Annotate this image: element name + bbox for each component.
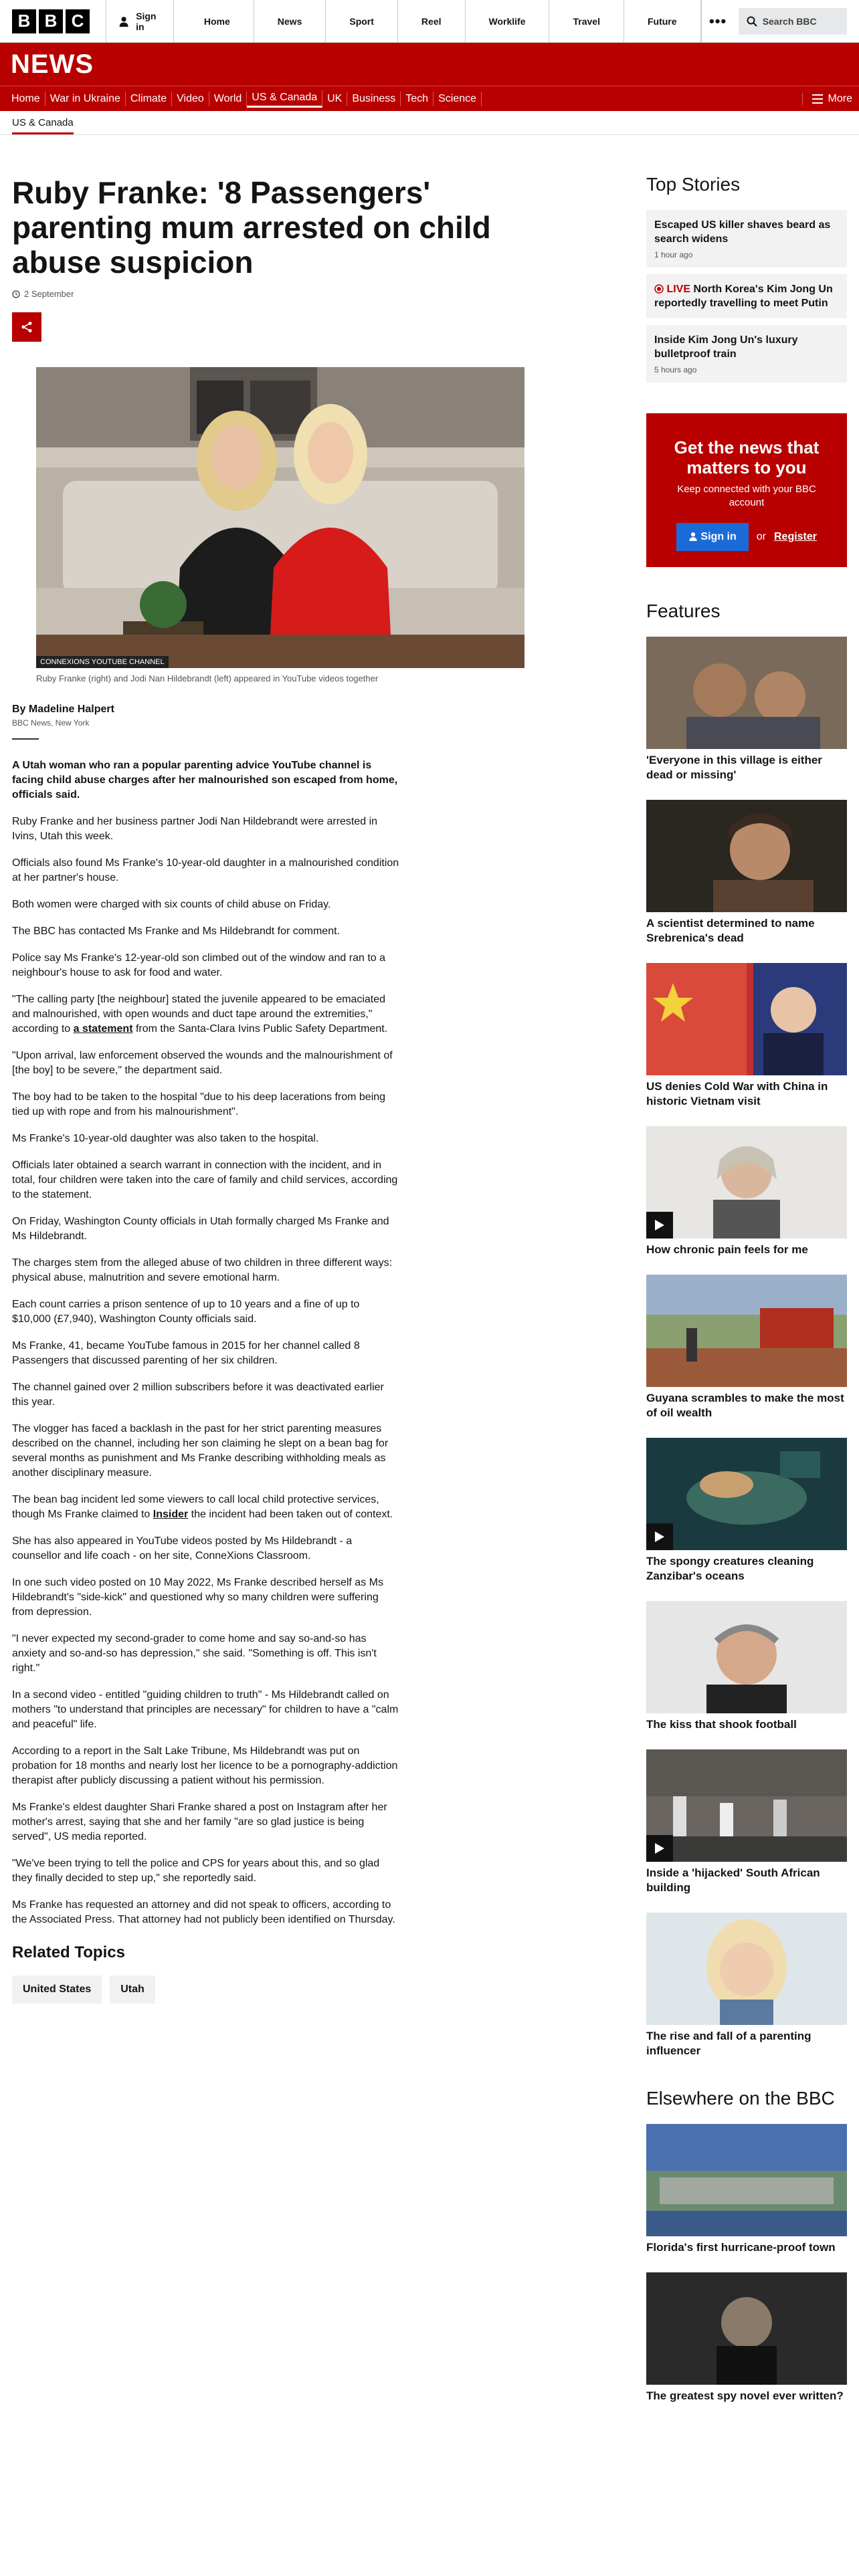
feature-card[interactable] <box>646 1126 847 1260</box>
promo-or: or <box>756 531 766 542</box>
story-time: 5 hours ago <box>654 365 697 374</box>
secnav-home[interactable]: Home <box>7 92 45 106</box>
secnav-uk[interactable]: UK <box>322 92 347 106</box>
news-title[interactable]: NEWS <box>11 49 94 79</box>
paragraph: The boy had to be taken to the hospital "due to his deep lacerations from being tied up with rope and from his malnourishment". <box>12 1091 386 1117</box>
subnav-us-canada[interactable]: US & Canada <box>12 117 74 134</box>
user-icon <box>118 15 129 28</box>
story-title-wrap <box>654 282 839 310</box>
text-run: "The calling party [the neighbour] stated the juvenile appeared to be emaciated and malnourished, with open wounds and duct tape around the extremities," according to <box>12 994 386 1035</box>
related-topics <box>12 1943 566 2004</box>
feature-image <box>646 800 847 912</box>
paragraph: Police say Ms Franke's 12-year-old son climbed out of the window and ran to a neighbour's house to ask for food and water. <box>12 952 385 978</box>
paragraph <box>12 992 400 1037</box>
sign-in-label: Sign in <box>136 10 157 32</box>
text-run: The bean bag incident led some viewers to call local child protective services, though Ms Franke claimed to <box>12 1494 379 1520</box>
feature-image <box>646 1601 847 1713</box>
search-icon <box>747 16 757 27</box>
feature-caption: 'Everyone in this village is either dead or missing' <box>646 754 822 781</box>
paragraph: She has also appeared in YouTube videos posted by Ms Hildebrandt - a counsellor and life coach - on her site, ConneXions Classroom. <box>12 1535 353 1562</box>
feature-card[interactable] <box>646 963 847 1111</box>
paragraph: Ms Franke, 41, became YouTube famous in 2015 for her channel called 8 Passengers that discussed parenting of her six children. <box>12 1340 360 1366</box>
play-icon[interactable] <box>646 1212 673 1239</box>
promo-sub: Keep connected with your BBC account <box>677 484 816 508</box>
promo-heading: Get the news that matters to you <box>674 437 820 477</box>
top-story[interactable] <box>646 210 847 267</box>
divider <box>12 738 39 740</box>
sidebar <box>646 135 847 2421</box>
section-nav <box>0 86 859 111</box>
sub-nav <box>0 111 859 135</box>
paragraph: "I never expected my second-grader to come home and say so-and-so has anxiety and so-and-so has depression," she said. "Something is off. This isn't right." <box>12 1633 377 1674</box>
paragraph: Officials also found Ms Franke's 10-year-old daughter in a malnourished condition at her partner's house. <box>12 857 399 883</box>
paragraph: The BBC has contacted Ms Franke and Ms Hildebrandt for comment. <box>12 926 340 937</box>
elsewhere-card[interactable] <box>646 2272 847 2406</box>
feature-image <box>646 1438 847 1550</box>
image-credit: CONNEXIONS YOUTUBE CHANNEL <box>36 656 169 668</box>
share-icon <box>21 321 33 333</box>
feature-caption: How chronic pain feels for me <box>646 1243 808 1256</box>
feature-caption: US denies Cold War with China in historic Vietnam visit <box>646 1080 828 1107</box>
paragraph: In a second video - entitled "guiding children to truth" - Ms Hildebrandt called on mothers "to understand that principles are necessary" for children to have a "calm and peaceful" life. <box>12 1689 399 1730</box>
story-title: Escaped US killer shaves beard as search widens <box>654 219 831 245</box>
feature-card[interactable] <box>646 1749 847 1898</box>
elsewhere-section <box>646 2088 847 2406</box>
story-title: Inside Kim Jong Un's luxury bulletproof train <box>654 334 798 360</box>
search-placeholder: Search BBC <box>762 15 817 27</box>
account-promo <box>646 413 847 567</box>
paragraph: Officials later obtained a search warrant in connection with the incident, and in total, four children were taken into the care of family and child services, according to the statement. <box>12 1160 398 1200</box>
elsewhere-image <box>646 2272 847 2385</box>
more-menu-button[interactable]: ••• <box>701 0 735 43</box>
feature-caption: The spongy creatures cleaning Zanzibar's oceans <box>646 1555 814 1582</box>
article-date <box>12 289 566 299</box>
paragraph <box>12 1493 400 1522</box>
more-sections-button[interactable] <box>802 93 852 105</box>
secnav-war-in-ukraine[interactable]: War in Ukraine <box>45 92 126 106</box>
text-run: the incident had been taken out of context. <box>188 1509 393 1520</box>
insider-link[interactable]: Insider <box>153 1509 189 1520</box>
paragraph: The channel gained over 2 million subscribers before it was deactivated earlier this year. <box>12 1382 384 1408</box>
paragraph: The vlogger has faced a backlash in the past for her strict parenting measures described on the channel, including her son claiming he slept on a bean bag for several months as punishment and Ms Franke describing withholding meals as another disciplinary measure. <box>12 1423 389 1479</box>
topnav-worklife[interactable]: Worklife <box>466 0 550 43</box>
news-banner <box>0 43 859 86</box>
top-story[interactable] <box>646 274 847 318</box>
paragraph: On Friday, Washington County officials in Utah formally charged Ms Franke and Ms Hildebrandt. <box>12 1216 389 1242</box>
logo-letter: B <box>39 9 63 33</box>
feature-caption: A scientist determined to name Srebrenica's dead <box>646 917 815 944</box>
image-caption: Ruby Franke (right) and Jodi Nan Hildebrandt (left) appeared in YouTube videos together <box>36 673 379 683</box>
topnav-home[interactable]: Home <box>181 0 254 43</box>
text-run: from the Santa-Clara Ivins Public Safety Department. <box>132 1023 388 1035</box>
feature-image <box>646 1749 847 1862</box>
story-title: North Korea's Kim Jong Un reportedly travelling to meet Putin <box>654 284 833 309</box>
feature-card[interactable] <box>646 1275 847 1423</box>
promo-sign-in-label: Sign in <box>700 531 737 542</box>
feature-card[interactable] <box>646 1913 847 2061</box>
article <box>12 135 566 2421</box>
logo-letter: C <box>66 9 90 33</box>
top-nav <box>181 0 701 43</box>
topnav-sport[interactable]: Sport <box>326 0 398 43</box>
feature-card[interactable] <box>646 800 847 948</box>
feature-caption: The rise and fall of a parenting influencer <box>646 2030 812 2057</box>
feature-card[interactable] <box>646 1438 847 1586</box>
feature-image <box>646 1275 847 1387</box>
features-title: Features <box>646 601 721 621</box>
secnav-business[interactable]: Business <box>347 92 401 106</box>
paragraph: Ms Franke's 10-year-old daughter was also taken to the hospital. <box>12 1133 319 1144</box>
paragraph: In one such video posted on 10 May 2022, Ms Franke described herself as Ms Hildebrandt's "side-kick" and questioned why so many children were suffering from depression. <box>12 1577 383 1618</box>
feature-image <box>646 637 847 749</box>
secnav-climate[interactable]: Climate <box>126 92 172 106</box>
feature-card[interactable] <box>646 637 847 785</box>
register-link[interactable]: Register <box>773 531 818 542</box>
feature-caption: Guyana scrambles to make the most of oil wealth <box>646 1392 844 1419</box>
hamburger-icon <box>812 94 823 104</box>
story-time: 1 hour ago <box>654 250 693 259</box>
paragraph: Both women were charged with six counts of child abuse on Friday. <box>12 899 331 910</box>
secnav-us-canada[interactable]: US & Canada <box>247 90 322 108</box>
feature-caption: The kiss that shook football <box>646 1718 797 1731</box>
elsewhere-card[interactable] <box>646 2124 847 2258</box>
play-icon[interactable] <box>646 1523 673 1550</box>
feature-caption: Inside a 'hijacked' South African building <box>646 1866 820 1894</box>
article-figure <box>36 367 524 683</box>
topnav-future[interactable]: Future <box>624 0 701 43</box>
date-text: 2 September <box>24 289 74 299</box>
paragraph: Ms Franke's eldest daughter Shari Franke shared a post on Instagram after her mother's arrest, saying that she and her family "are so glad justice is being served", US media reported. <box>12 1802 387 1842</box>
paragraph: According to a report in the Salt Lake Tribune, Ms Hildebrandt was put on probation for 18 months and nearly lost her licence to be a pornography-addiction therapist after publicly discussing a patient without his permission. <box>12 1745 398 1786</box>
elsewhere-caption: The greatest spy novel ever written? <box>646 2389 844 2402</box>
paragraph: Ruby Franke and her business partner Jodi Nan Hildebrandt were arrested in Ivins, Utah this week. <box>12 816 378 842</box>
paragraph: The charges stem from the alleged abuse of two children in three different ways: physical abuse, malnutrition and severe emotional harm. <box>12 1257 393 1283</box>
feature-image <box>646 1913 847 2025</box>
user-icon <box>688 532 698 541</box>
article-body <box>12 758 566 1927</box>
play-icon[interactable] <box>646 1835 673 1862</box>
feature-image <box>646 963 847 1075</box>
secnav-tech[interactable]: Tech <box>401 92 434 106</box>
author-name: By Madeline Halpert <box>12 704 114 715</box>
elsewhere-caption: Florida's first hurricane-proof town <box>646 2241 836 2254</box>
statement-link[interactable]: a statement <box>73 1023 133 1035</box>
headline: Ruby Franke: '8 Passengers' parenting mum arrested on child abuse suspicion <box>12 175 491 280</box>
top-stories-title: Top Stories <box>646 174 741 195</box>
search-input[interactable] <box>739 8 847 35</box>
feature-card[interactable] <box>646 1601 847 1735</box>
related-topics-title: Related Topics <box>12 1943 125 1961</box>
promo-sign-in-button[interactable] <box>676 523 749 551</box>
paragraph: "We've been trying to tell the police and CPS for years about this, and so glad they finally decided to step up," she reportedly said. <box>12 1858 380 1884</box>
paragraph: Each count carries a prison sentence of up to 10 years and a fine of up to $10,000 (£7,940), Washington County officials said. <box>12 1299 360 1325</box>
sign-in-link[interactable] <box>106 0 174 43</box>
live-badge: LIVE <box>666 284 691 295</box>
lead-paragraph: A Utah woman who ran a popular parenting advice YouTube channel is facing child abuse charges after her malnourished son escaped from home, officials said. <box>12 760 398 800</box>
elsewhere-image <box>646 2124 847 2236</box>
author-org: BBC News, New York <box>12 718 90 728</box>
paragraph: "Upon arrival, law enforcement observed the wounds and the malnourishment of [the boy] to be severe," the department said. <box>12 1050 393 1076</box>
feature-image <box>646 1126 847 1239</box>
secnav-science[interactable]: Science <box>434 92 482 106</box>
elsewhere-title: Elsewhere on the BBC <box>646 2088 835 2109</box>
paragraph: Ms Franke has requested an attorney and did not speak to officers, according to the Associated Press. That attorney had not publicly been identified on Thursday. <box>12 1899 395 1925</box>
masthead <box>0 0 859 43</box>
more-label: More <box>828 92 852 104</box>
topnav-reel[interactable]: Reel <box>398 0 466 43</box>
topnav-travel[interactable]: Travel <box>549 0 624 43</box>
topic-tag-utah[interactable]: Utah <box>110 1975 155 2004</box>
top-story[interactable] <box>646 325 847 383</box>
topic-tag-united-states[interactable]: United States <box>12 1975 102 2004</box>
bbc-logo[interactable] <box>12 9 90 33</box>
topnav-news[interactable]: News <box>254 0 326 43</box>
secnav-world[interactable]: World <box>209 92 248 106</box>
clock-icon <box>12 290 20 298</box>
article-image <box>36 367 524 668</box>
secnav-video[interactable]: Video <box>172 92 209 106</box>
share-button[interactable] <box>12 312 41 342</box>
logo-letter: B <box>12 9 36 33</box>
live-icon <box>654 284 664 294</box>
